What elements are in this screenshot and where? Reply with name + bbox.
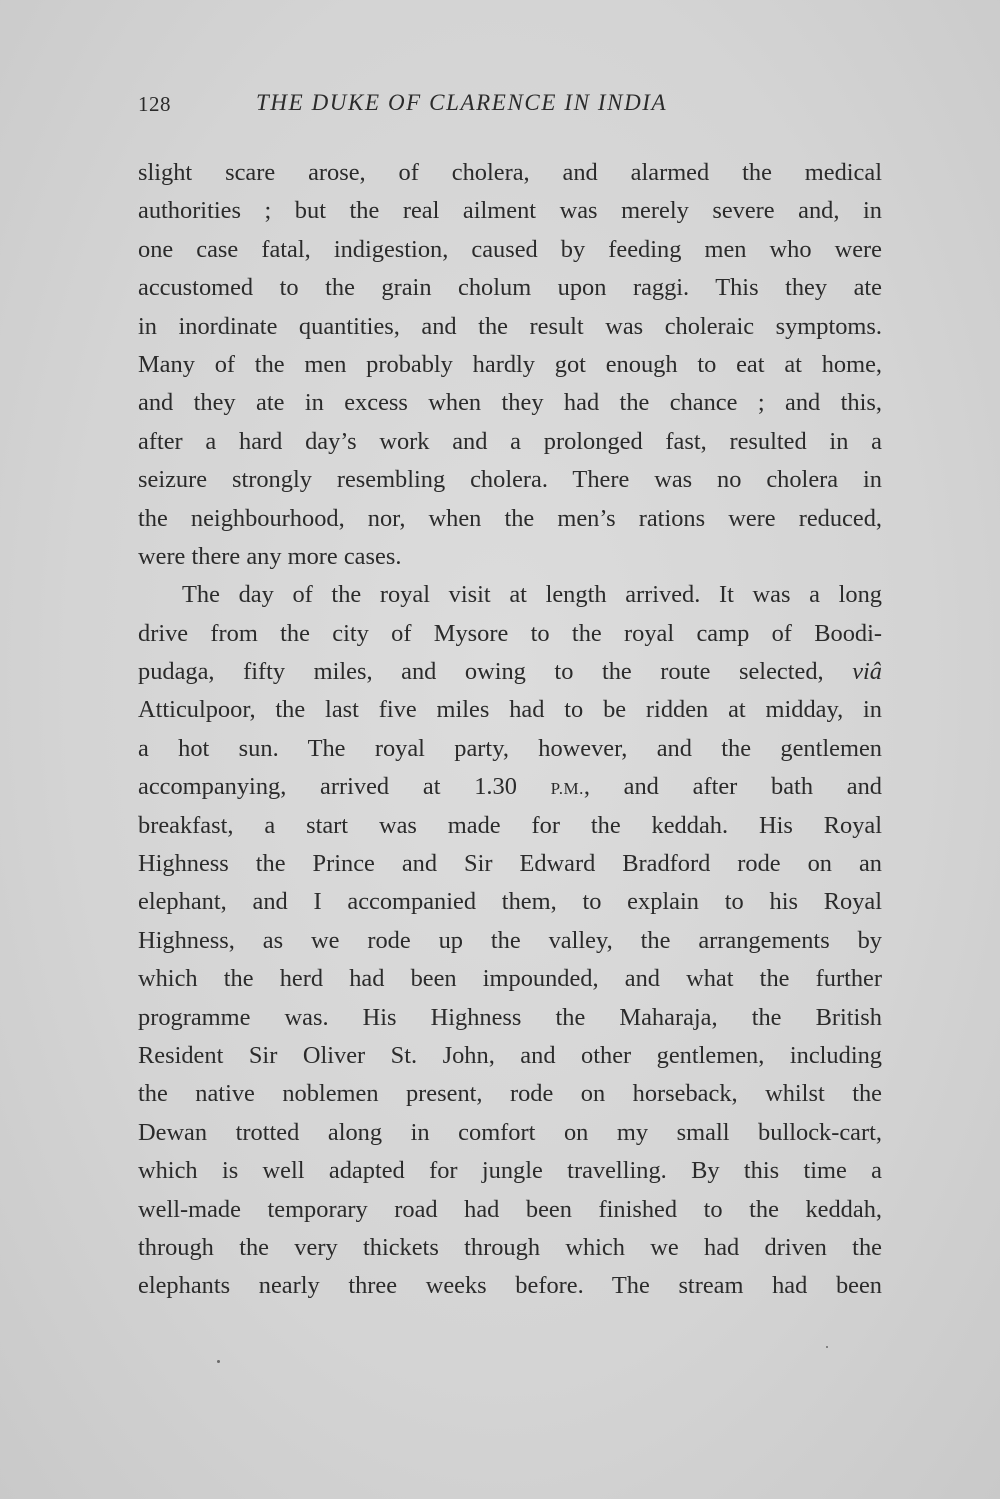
- text-line: authorities ; but the real ailment was merely severe and, in: [138, 197, 882, 225]
- text-line: accustomed to the grain cholum upon raggi. This they ate: [138, 274, 882, 302]
- text-line: the neighbourhood, nor, when the men’s rations were reduced,: [138, 504, 882, 532]
- text-segment: accompanying, arrived at 1.30: [138, 773, 517, 801]
- text-line: which the herd had been impounded, and what the further: [138, 965, 882, 993]
- text-line: Highness the Prince and Sir Edward Bradford rode on an: [138, 850, 882, 878]
- text-line-paragraph-start: The day of the royal visit at length arrived. It was a long: [182, 581, 882, 609]
- page-number: 128: [138, 92, 171, 116]
- text-line: Dewan trotted along in comfort on my small bullock-cart,: [138, 1118, 882, 1146]
- smallcaps-time: P.M.: [550, 779, 584, 799]
- text-line: programme was. His Highness the Maharaja, the British: [138, 1003, 882, 1031]
- text-line: well-made temporary road had been finished to the keddah,: [138, 1195, 882, 1223]
- text-line: one case fatal, indigestion, caused by feeding men who were: [138, 235, 882, 263]
- text-line: Atticulpoor, the last five miles had to be ridden at midday, in: [138, 696, 882, 724]
- text-line-with-italic: [138, 653, 882, 691]
- text-line: seizure strongly resembling cholera. There was no cholera in: [138, 466, 882, 494]
- text-line: drive from the city of Mysore to the royal camp of Boodi-: [138, 619, 882, 647]
- body-text: [138, 154, 882, 1306]
- text-line: the native noblemen present, rode on horseback, whilst the: [138, 1080, 882, 1108]
- text-line: Many of the men probably hardly got enough to eat at home,: [138, 350, 882, 378]
- text-segment: , and after bath and: [583, 773, 882, 801]
- running-title: THE DUKE OF CLARENCE IN INDIA: [256, 90, 668, 115]
- paper-speck: [217, 1360, 220, 1363]
- text-line: in inordinate quantities, and the result was choleraic symptoms.: [138, 312, 882, 340]
- text-line: through the very thickets through which we had driven the: [138, 1233, 882, 1261]
- text-line: breakfast, a start was made for the keddah. His Royal: [138, 811, 882, 839]
- text-line: a hot sun. The royal party, however, and the gentlemen: [138, 734, 882, 762]
- italic-word: viâ: [852, 658, 882, 686]
- text-line: which is well adapted for jungle travelling. By this time a: [138, 1157, 882, 1185]
- text-line-paragraph-end: were there any more cases.: [138, 542, 402, 570]
- text-segment: pudaga, fifty miles, and owing to the route selected,: [138, 658, 824, 686]
- running-head: [138, 92, 882, 128]
- text-line: after a hard day’s work and a prolonged fast, resulted in a: [138, 427, 882, 455]
- paper-speck: [826, 1346, 828, 1348]
- text-line: Highness, as we rode up the valley, the arrangements by: [138, 926, 882, 954]
- text-line-with-smallcaps: [138, 768, 882, 806]
- text-line: elephants nearly three weeks before. The stream had been: [138, 1272, 882, 1300]
- text-line: Resident Sir Oliver St. John, and other gentlemen, including: [138, 1041, 882, 1069]
- text-line: elephant, and I accompanied them, to explain to his Royal: [138, 888, 882, 916]
- text-line: slight scare arose, of cholera, and alarmed the medical: [138, 159, 882, 186]
- text-line: and they ate in excess when they had the chance ; and this,: [138, 389, 882, 417]
